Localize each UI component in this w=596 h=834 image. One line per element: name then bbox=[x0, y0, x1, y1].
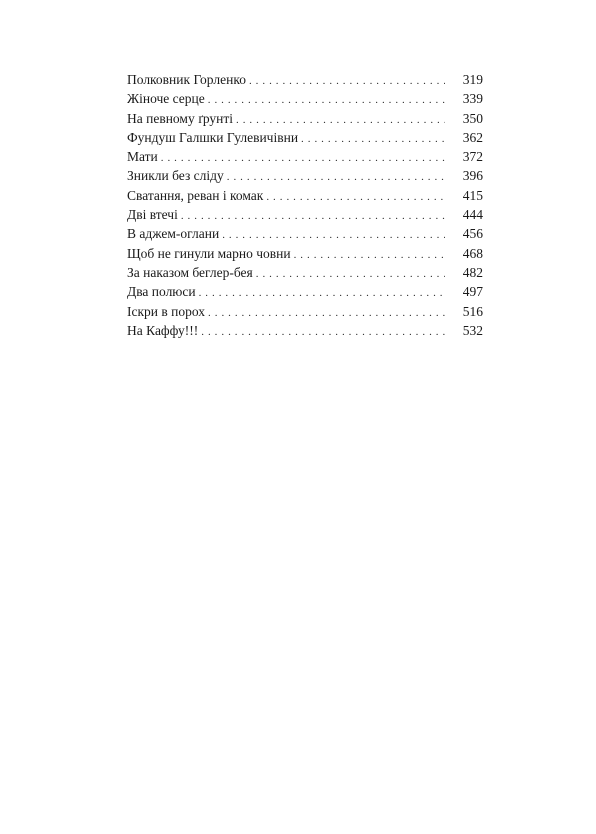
toc-entry-page: 444 bbox=[462, 207, 483, 223]
toc-entry-page: 396 bbox=[462, 168, 483, 184]
table-of-contents bbox=[127, 70, 483, 340]
toc-entry-title: Фундуш Галшки Гулевичівни bbox=[127, 129, 299, 145]
toc-entry-page: 319 bbox=[462, 72, 483, 87]
toc-entry-title: Жіноче серце bbox=[127, 91, 205, 107]
toc-entry-page: 372 bbox=[462, 149, 483, 165]
toc-entry-title: Дві втечі bbox=[127, 207, 178, 223]
toc-entry bbox=[127, 282, 483, 301]
toc-entry-page: 350 bbox=[462, 110, 483, 126]
toc-entry-title: Зникли без сліду bbox=[127, 168, 224, 184]
toc-entry-page: 339 bbox=[462, 91, 483, 107]
toc-entry-page: 482 bbox=[462, 264, 483, 280]
toc-entry bbox=[127, 166, 483, 185]
toc-entry-page: 362 bbox=[462, 129, 483, 145]
dot-leader bbox=[301, 130, 445, 149]
toc-entry-title: За наказом беглер-бея bbox=[127, 264, 253, 280]
toc-entry-title: Сватання, реван і комак bbox=[127, 187, 264, 203]
toc-entry-title: Полковник Горленко bbox=[127, 72, 246, 87]
toc-entry-page: 468 bbox=[462, 245, 483, 261]
dot-leader bbox=[208, 304, 445, 323]
toc-entry bbox=[127, 302, 483, 321]
dot-leader bbox=[266, 188, 445, 207]
toc-entry bbox=[127, 205, 483, 224]
dot-leader bbox=[208, 91, 445, 110]
toc-entry bbox=[127, 321, 483, 340]
dot-leader bbox=[199, 284, 445, 303]
toc-entry bbox=[127, 147, 483, 166]
toc-entry-title: Щоб не гинули марно човни bbox=[127, 245, 291, 261]
toc-entry-title: На Каффу!!! bbox=[127, 322, 199, 338]
dot-leader bbox=[256, 265, 445, 284]
toc-entry bbox=[127, 224, 483, 243]
toc-entry-title: Іскри в порох bbox=[127, 303, 206, 319]
toc-entry bbox=[127, 263, 483, 282]
toc-entry-title: На певному ґрунті bbox=[127, 110, 234, 126]
dot-leader bbox=[201, 323, 445, 342]
toc-entry-page: 532 bbox=[462, 322, 483, 338]
toc-entry bbox=[127, 70, 483, 89]
toc-entry-title: Два полюси bbox=[127, 284, 196, 300]
toc-entry bbox=[127, 109, 483, 128]
toc-entry-page: 456 bbox=[462, 226, 483, 242]
dot-leader bbox=[294, 246, 445, 265]
toc-entry-title: В аджем-оглани bbox=[127, 226, 220, 242]
toc-entry-page: 516 bbox=[462, 303, 483, 319]
toc-entry-page: 415 bbox=[462, 187, 483, 203]
toc-entry bbox=[127, 244, 483, 263]
toc-entry-page: 497 bbox=[462, 284, 483, 300]
toc-entry-title: Мати bbox=[127, 149, 158, 165]
toc-entry bbox=[127, 128, 483, 147]
toc-entry bbox=[127, 186, 483, 205]
toc-entry bbox=[127, 89, 483, 108]
dot-leader bbox=[249, 72, 445, 91]
